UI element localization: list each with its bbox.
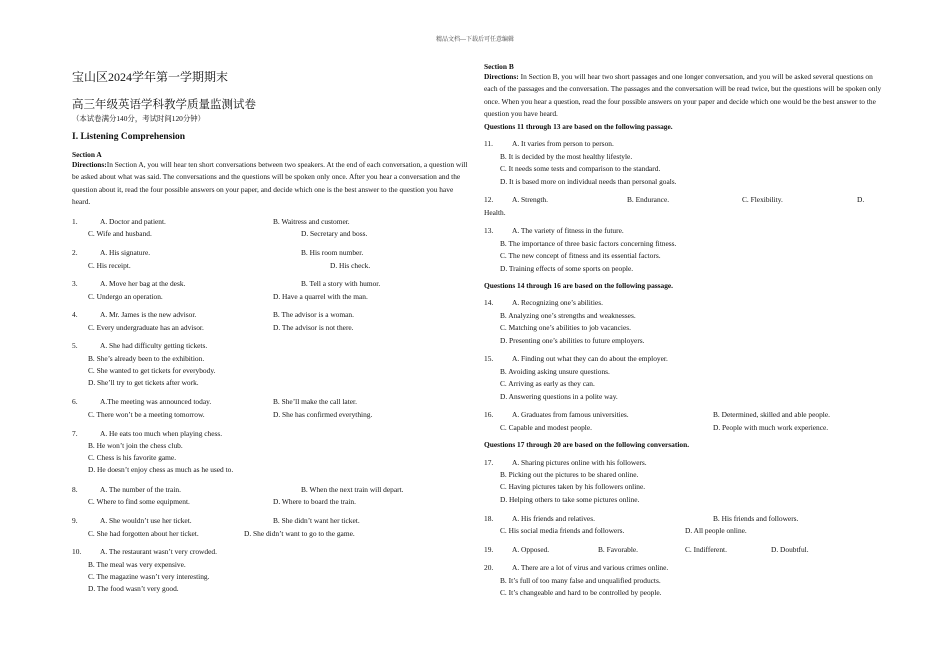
option-b: B. Endurance. xyxy=(627,195,670,204)
question-number: 16. xyxy=(484,410,494,419)
exam-info: （本试卷满分140分，考试时间120分钟） xyxy=(72,114,206,123)
option-d: D. Secretary and boss. xyxy=(301,229,368,238)
option-d: D. Helping others to take some pictures online. xyxy=(500,495,640,504)
option-c: C. Where to find some equipment. xyxy=(88,497,190,506)
option-c: C. Arriving as early as they can. xyxy=(500,379,595,388)
option-a: A. Recognizing one’s abilities. xyxy=(512,298,603,307)
option-d: D. Presenting one’s abilities to future employers. xyxy=(500,336,645,345)
question-number: 19. xyxy=(484,545,494,554)
option-b: B. When the next train will depart. xyxy=(301,485,404,494)
option-b: B. The meal was very expensive. xyxy=(88,560,186,569)
option-b: B. His friends and followers. xyxy=(713,514,799,523)
option-b: B. Analyzing one’s strengths and weaknesses. xyxy=(500,311,636,320)
option-d: D. It is based more on individual needs than personal goals. xyxy=(500,177,677,186)
option-d-text: Health. xyxy=(484,208,506,217)
option-a: A. Sharing pictures online with his followers. xyxy=(512,458,647,467)
option-c: C. Indifferent. xyxy=(685,545,727,554)
option-c: C. Chess is his favorite game. xyxy=(88,453,177,462)
option-b: B. Waitress and customer. xyxy=(273,217,350,226)
option-d: D. His check. xyxy=(330,261,371,270)
section-a-directions: Directions:In Section A, you will hear ten short conversations between two speakers. At the end of each conversation, a question will be asked about what was said. The conversations and the questions will be spoken only once. After you hear a conversation and the question about it, read the four possible answers on your paper, and decide which one is the best answer to the question you have heard. xyxy=(72,160,468,206)
option-c: C. The new concept of fitness and its essential factors. xyxy=(500,251,661,260)
question-number: 5. xyxy=(72,341,78,350)
question-number: 15. xyxy=(484,354,494,363)
option-b: B. Determined, skilled and able people. xyxy=(713,410,830,419)
option-b: B. Favorable. xyxy=(598,545,639,554)
question-number: 17. xyxy=(484,458,494,467)
question-number: 6. xyxy=(72,397,78,406)
question-number: 20. xyxy=(484,563,494,572)
option-b: B. Tell a story with humor. xyxy=(301,279,381,288)
option-a: A. Strength. xyxy=(512,195,548,204)
group-heading: Questions 17 through 20 are based on the following conversation. xyxy=(484,440,690,449)
question-number: 1. xyxy=(72,217,78,226)
option-a: A. She had difficulty getting tickets. xyxy=(100,341,208,350)
section-b-directions: Directions: In Section B, you will hear two short passages and one longer conversation, and you will be asked several questions on each of the passages and the conversation. The passages and the conversation will be read twice, but the questions will be spoken only once. When you hear a question, read the four possible answers on your paper and decide which one would be the best answer to the question you have heard. xyxy=(484,72,882,118)
option-a: A. Mr. James is the new advisor. xyxy=(100,310,197,319)
option-b: B. The importance of three basic factors concerning fitness. xyxy=(500,239,677,248)
question-number: 7. xyxy=(72,429,78,438)
question-number: 3. xyxy=(72,279,78,288)
option-a: A. Graduates from famous universities. xyxy=(512,410,629,419)
option-d: D. Answering questions in a polite way. xyxy=(500,392,618,401)
option-b: B. His room number. xyxy=(301,248,364,257)
option-d: D. She didn’t want to go to the game. xyxy=(244,529,355,538)
option-a: A. The restaurant wasn’t very crowded. xyxy=(100,547,217,556)
option-c: C. Flexibility. xyxy=(742,195,783,204)
option-c: C. His social media friends and followers. xyxy=(500,526,625,535)
option-c: C. She had forgotten about her ticket. xyxy=(88,529,199,538)
question-number: 4. xyxy=(72,310,78,319)
exam-title: 宝山区2024学年第一学期期末 xyxy=(72,70,229,84)
option-d: D. Have a quarrel with the man. xyxy=(273,292,368,301)
question-number: 18. xyxy=(484,514,494,523)
option-c: C. His receipt. xyxy=(88,261,131,270)
option-d: D. She’ll try to get tickets after work. xyxy=(88,378,199,387)
option-c: C. There won’t be a meeting tomorrow. xyxy=(88,410,205,419)
option-d: D. Where to board the train. xyxy=(273,497,356,506)
option-c: C. Every undergraduate has an advisor. xyxy=(88,323,204,332)
option-c: C. Undergo an operation. xyxy=(88,292,163,301)
option-a: A. There are a lot of virus and various crimes online. xyxy=(512,563,669,572)
question-number: 14. xyxy=(484,298,494,307)
option-d: D. He doesn’t enjoy chess as much as he used to. xyxy=(88,465,234,474)
question-number: 8. xyxy=(72,485,78,494)
option-a: A. His friends and relatives. xyxy=(512,514,595,523)
option-a: A.The meeting was announced today. xyxy=(100,397,212,406)
option-d: D. xyxy=(857,195,865,204)
option-b: B. The advisor is a woman. xyxy=(273,310,354,319)
option-d: D. People with much work experience. xyxy=(713,423,829,432)
option-b: B. Avoiding asking unsure questions. xyxy=(500,367,610,376)
option-b: B. It’s full of too many false and unqualified products. xyxy=(500,576,661,585)
option-a: A. Finding out what they can do about the employer. xyxy=(512,354,668,363)
option-c: C. Having pictures taken by his followers online. xyxy=(500,482,646,491)
option-a: A. He eats too much when playing chess. xyxy=(100,429,223,438)
question-number: 13. xyxy=(484,226,494,235)
option-b: B. He won’t join the chess club. xyxy=(88,441,183,450)
group-heading: Questions 14 through 16 are based on the following passage. xyxy=(484,281,674,290)
question-number: 9. xyxy=(72,516,78,525)
option-d: D. The advisor is not there. xyxy=(273,323,354,332)
option-d: D. The food wasn’t very good. xyxy=(88,584,179,593)
option-c: C. The magazine wasn’t very interesting. xyxy=(88,572,210,581)
option-c: C. Matching one’s abilities to job vacancies. xyxy=(500,323,631,332)
option-b: B. Picking out the pictures to be shared online. xyxy=(500,470,639,479)
option-d: D. Training effects of some sports on people. xyxy=(500,264,634,273)
option-c: C. Capable and modest people. xyxy=(500,423,592,432)
option-b: B. It is decided by the most healthy lifestyle. xyxy=(500,152,633,161)
option-a: A. The variety of fitness in the future. xyxy=(512,226,624,235)
header-note: 精品文档---下载后可任意编辑 xyxy=(436,37,514,43)
question-number: 2. xyxy=(72,248,78,257)
question-number: 11. xyxy=(484,139,493,148)
option-a: A. Move her bag at the desk. xyxy=(100,279,186,288)
section-b-title: Section B xyxy=(484,62,514,71)
option-d: D. All people online. xyxy=(685,526,747,535)
group-heading: Questions 11 through 13 are based on the following passage. xyxy=(484,122,673,131)
option-c: C. She wanted to get tickets for everybody. xyxy=(88,366,216,375)
option-b: B. She’ll make the call later. xyxy=(273,397,357,406)
option-a: A. It varies from person to person. xyxy=(512,139,614,148)
option-a: A. She wouldn’t use her ticket. xyxy=(100,516,192,525)
question-number: 10. xyxy=(72,547,82,556)
section-a-title: Section A xyxy=(72,150,102,159)
option-a: A. His signature. xyxy=(100,248,151,257)
part-heading: I. Listening Comprehension xyxy=(72,132,186,142)
option-a: A. The number of the train. xyxy=(100,485,181,494)
exam-subtitle: 高三年级英语学科教学质量监测试卷 xyxy=(72,99,256,111)
option-a: A. Doctor and patient. xyxy=(100,217,166,226)
option-c: C. Wife and husband. xyxy=(88,229,152,238)
option-b: B. She didn’t want her ticket. xyxy=(273,516,360,525)
option-c: C. It needs some tests and comparison to the standard. xyxy=(500,164,661,173)
question-number: 12. xyxy=(484,195,494,204)
option-d: D. Doubtful. xyxy=(771,545,809,554)
option-d: D. She has confirmed everything. xyxy=(273,410,373,419)
option-a: A. Opposed. xyxy=(512,545,550,554)
option-b: B. She’s already been to the exhibition. xyxy=(88,354,205,363)
option-c: C. It’s changeable and hard to be controlled by people. xyxy=(500,588,662,597)
